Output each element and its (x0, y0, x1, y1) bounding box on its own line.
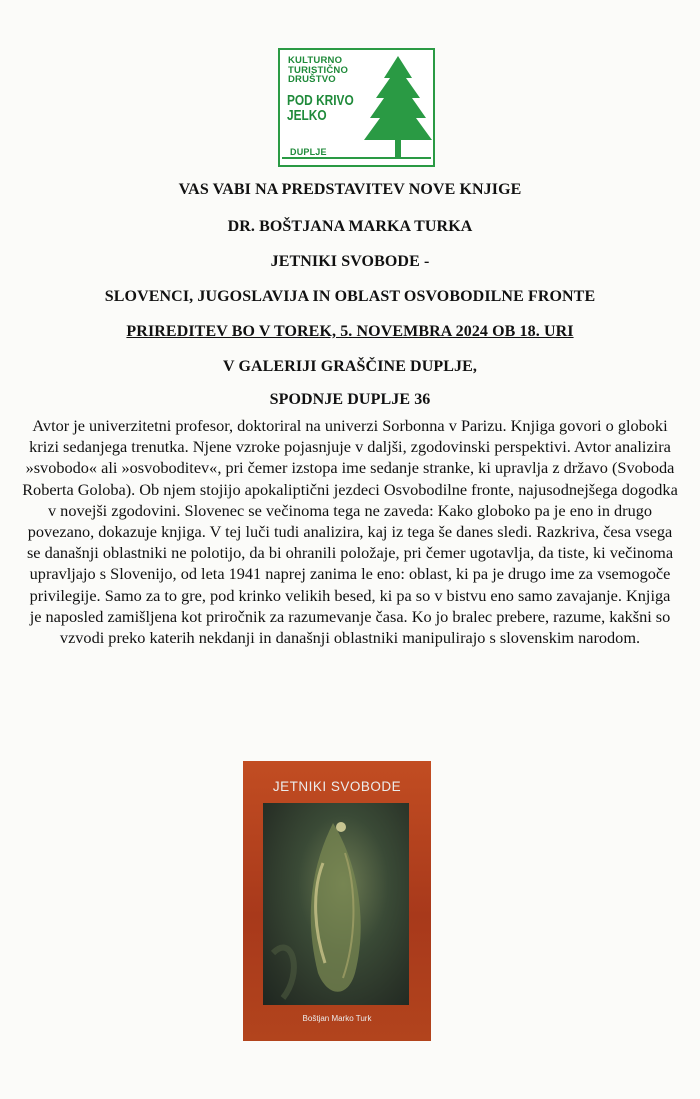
book-subtitle-line: SLOVENCI, JUGOSLAVIJA IN OBLAST OSVOBODILNE FRONTE (104, 288, 596, 305)
book-cover (243, 761, 431, 1041)
book-description: Avtor je univerzitetni profesor, doktoriral na univerzi Sorbonna v Parizu. Knjiga govori o globoki krizi sedanjega trenutka. Njene vzroke pojasnjuje v daljši, zgodovinski perspektivi. Avtor analizira »svobodo« ali »osvoboditev«, pri čemer izstopa ime sedanje stranke, ki upravlja z državo (Svoboda Roberta Goloba). Ob njem stojijo apokaliptični jezdeci Osvobodilne fronte, najusodnejšega dogodka v novejši zgodovini. Slovenec se večinoma tega ne zaveda: Kako globoko pa je eno in drugo povezano, dokazuje knjiga. V tej luči tudi analizira, kaj iz tega še danes sledi. Razkriva, česa vsega se današnji oblastniki ne polotijo, da bi ohranili položaje, pri čemer ugotavlja, da tiste, ki večinoma upravljajo s Slovenijo, od leta 1941 naprej zanima le eno: oblast, ki pa je drugo ime za vsemogoče privilegije. Samo za to gre, pod krinko velikih besed, ki pa so v bistvu eno samo zavajanje. Knjiga je naposled zamišljena kot priročnik za razumevanje časa. Ko jo bralec prebere, razume, kakšni so vzvodi preko katerih nekdanji in današnji oblastniki manipulirajo s slovenskim narodom. (22, 416, 678, 648)
event-place-line: V GALERIJI GRAŠČINE DUPLJE, (222, 358, 477, 375)
cover-figure-art (263, 803, 409, 1005)
cover-title: JETNIKI SVOBODE (272, 779, 402, 794)
cover-author: Boštjan Marko Turk (302, 1014, 372, 1023)
society-logo (278, 48, 435, 167)
logo-main-name: POD KRIVO JELKO (287, 93, 354, 124)
cover-artwork (263, 803, 409, 1005)
event-address-line: SPODNJE DUPLJE 36 (269, 391, 431, 408)
author-line: DR. BOŠTJANA MARKA TURKA (227, 218, 473, 235)
invite-line: VAS VABI NA PREDSTAVITEV NOVE KNJIGE (178, 181, 522, 198)
book-title-line: JETNIKI SVOBODE - (270, 253, 430, 270)
logo-society-name: KULTURNO TURISTIČNO DRUŠTVO (288, 55, 349, 85)
event-date-line: PRIREDITEV BO V TOREK, 5. NOVEMBRA 2024 OB 18. URI (126, 323, 574, 340)
logo-place: DUPLJE (290, 147, 327, 157)
